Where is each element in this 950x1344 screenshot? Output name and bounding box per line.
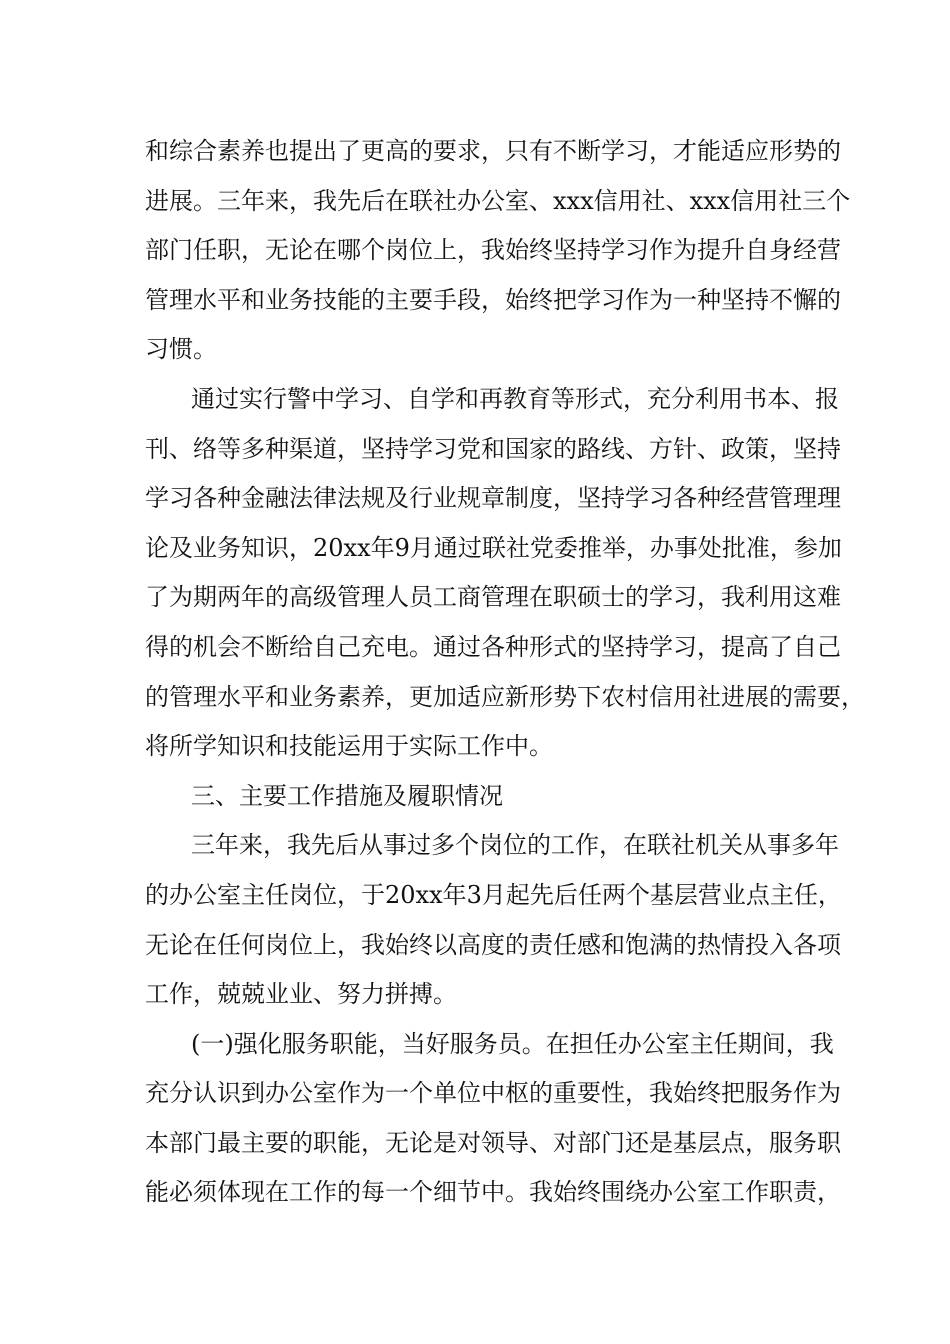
text-line: 学习各种金融法律法规及行业规章制度，坚持学习各种经营管理理 [145,484,841,513]
text-line: 部门任职，无论在哪个岗位上，我始终坚持学习作为提升自身经营 [145,236,841,265]
text-line: (一)强化服务职能，当好服务员。在担任办公室主任期间，我 [191,1029,834,1058]
text-line: 充分认识到办公室作为一个单位中枢的重要性，我始终把服务作为 [145,1079,841,1108]
text-line: 将所学知识和技能运用于实际工作中。 [145,732,553,761]
text-line: 进展。三年来，我先后在联社办公室、xxx信用社、xxx信用社三个 [145,186,851,215]
text-line: 了为期两年的高级管理人员工商管理在职硕士的学习，我利用这难 [145,583,841,612]
text-line: 习惯。 [145,335,217,364]
text-line: 管理水平和业务技能的主要手段，始终把学习作为一种坚持不懈的 [145,285,841,314]
text-line: 三、主要工作措施及履职情况 [191,781,503,810]
text-line: 本部门最主要的职能，无论是对领导、对部门还是基层点，服务职 [145,1128,841,1157]
text-line: 能必须体现在工作的每一个细节中。我始终围绕办公室工作职责， [145,1178,841,1207]
text-line: 的办公室主任岗位，于20xx年3月起先后任两个基层营业点主任， [145,880,842,909]
text-line: 三年来，我先后从事过多个岗位的工作，在联社机关从事多年 [191,831,839,860]
text-line: 得的机会不断给自己充电。通过各种形式的坚持学习，提高了自己 [145,632,841,661]
text-line: 工作，兢兢业业、努力拼搏。 [145,980,457,1009]
text-line: 论及业务知识，20xx年9月通过联社党委推举，办事处批准，参加 [145,533,842,562]
text-line: 和综合素养也提出了更高的要求，只有不断学习，才能适应形势的 [145,137,841,165]
text-line: 无论在任何岗位上，我始终以高度的责任感和饱满的热情投入各项 [145,930,841,959]
text-line: 刊、络等多种渠道，坚持学习党和国家的路线、方针、政策，坚持 [145,434,841,463]
document-body [145,127,865,1218]
text-line: 的管理水平和业务素养，更加适应新形势下农村信用社进展的需要， [145,682,865,711]
text-line: 通过实行警中学习、自学和再教育等形式，充分利用书本、报 [191,384,839,413]
